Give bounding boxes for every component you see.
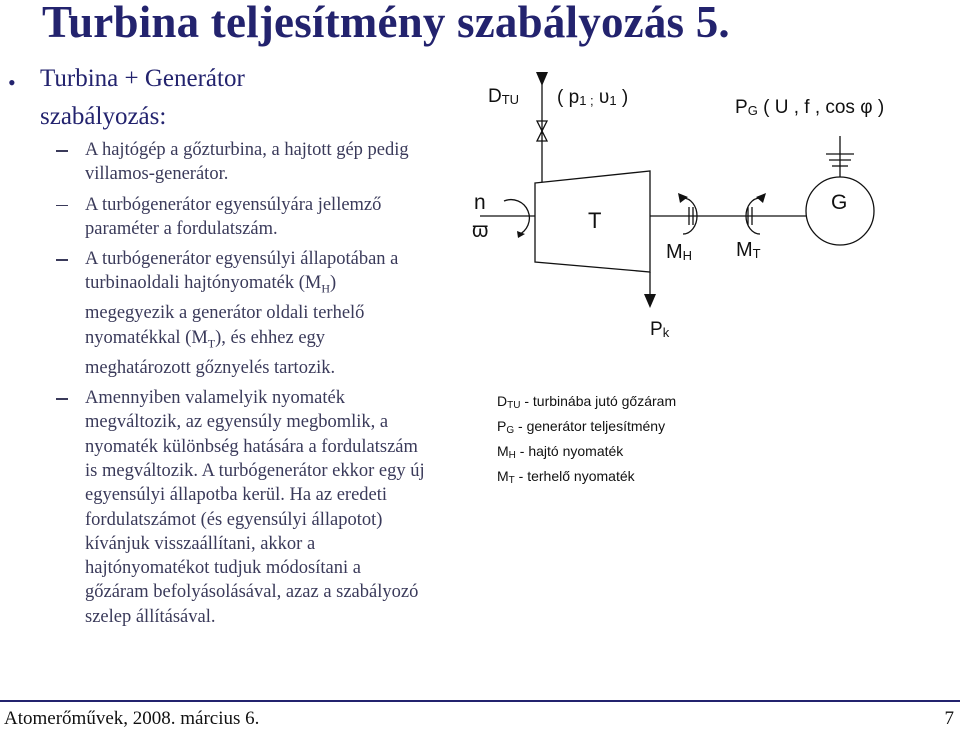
- slide-title: Turbina teljesítmény szabályozás 5.: [42, 0, 730, 47]
- label-omega: ϖ: [472, 219, 489, 242]
- label-p1-nu1: ( $p_{1 ;}$ $\upsilon_1$ ): [557, 87, 629, 108]
- label-generator: G: [831, 191, 848, 214]
- label-pk: $P_k$: [650, 319, 670, 340]
- label-dtu: $D_{TU}$: [488, 86, 520, 107]
- heading-line-1: Turbina + Generátor: [40, 65, 245, 92]
- subbullet-1: A hajtógép a gőzturbina, a hajtott gép pedig villamos-generátor.: [56, 138, 426, 187]
- footer-text: Atomerőművek, 2008. március 6.: [4, 708, 260, 729]
- diagram-legend: [497, 391, 676, 491]
- load-torque-arrowhead: [756, 193, 766, 203]
- legend-item: $M_T$ - terhelő nyomaték: [497, 468, 635, 486]
- label-pg: $P_G$ ( U , f , cos φ ): [735, 97, 885, 118]
- page-number: 7: [944, 708, 954, 729]
- drive-torque-arrowhead: [678, 193, 688, 203]
- legend-item: $D_{TU}$ - turbinába jutó gőzáram: [497, 393, 677, 411]
- label-turbine: T: [588, 208, 602, 233]
- label-mt: $M_T$: [736, 239, 761, 261]
- subbullet-3: A turbógenerátor egyensúlyi állapotában a turbinaoldali hajtónyomaték $(M_H)$ megegyezik a generátor oldali terhelő nyomatékkal $(M_T)$, és ehhez egy meghatározott gőznyelés tartozik.: [56, 247, 426, 380]
- legend-item: $P_G$ - generátor teljesítmény: [497, 418, 666, 436]
- subbullet-4: Amennyiben valamelyik nyomaték megváltozik, az egyensúly megbomlik, a nyomaték különbség hatására a fordulatszám is megváltozik. A turbógenerátor ekkor egy új egyensúlyi állapotba kerül. Ha az eredeti fordulatszámot (és egyensúlyi állapotot) kívánjuk visszaállítani, akkor a hajtónyomatékot tudjuk módosítani a gőzáram befolyásolásával, azaz a szabályozó szelep állításával.: [56, 386, 426, 629]
- speed-arc-icon: [504, 200, 529, 235]
- steam-inlet-arrow: [536, 72, 548, 86]
- footer-divider: [0, 700, 960, 702]
- exhaust-arrow: [644, 294, 656, 308]
- label-mh: $M_H$: [666, 241, 693, 263]
- heading-line-2: szabályozás:: [40, 103, 167, 130]
- label-n: n: [474, 191, 486, 214]
- bullet-icon: •: [8, 70, 16, 95]
- legend-item: $M_H$ - hajtó nyomaték: [497, 443, 624, 461]
- subbullet-2: A turbógenerátor egyensúlyára jellemző paraméter a fordulatszám.: [56, 193, 426, 242]
